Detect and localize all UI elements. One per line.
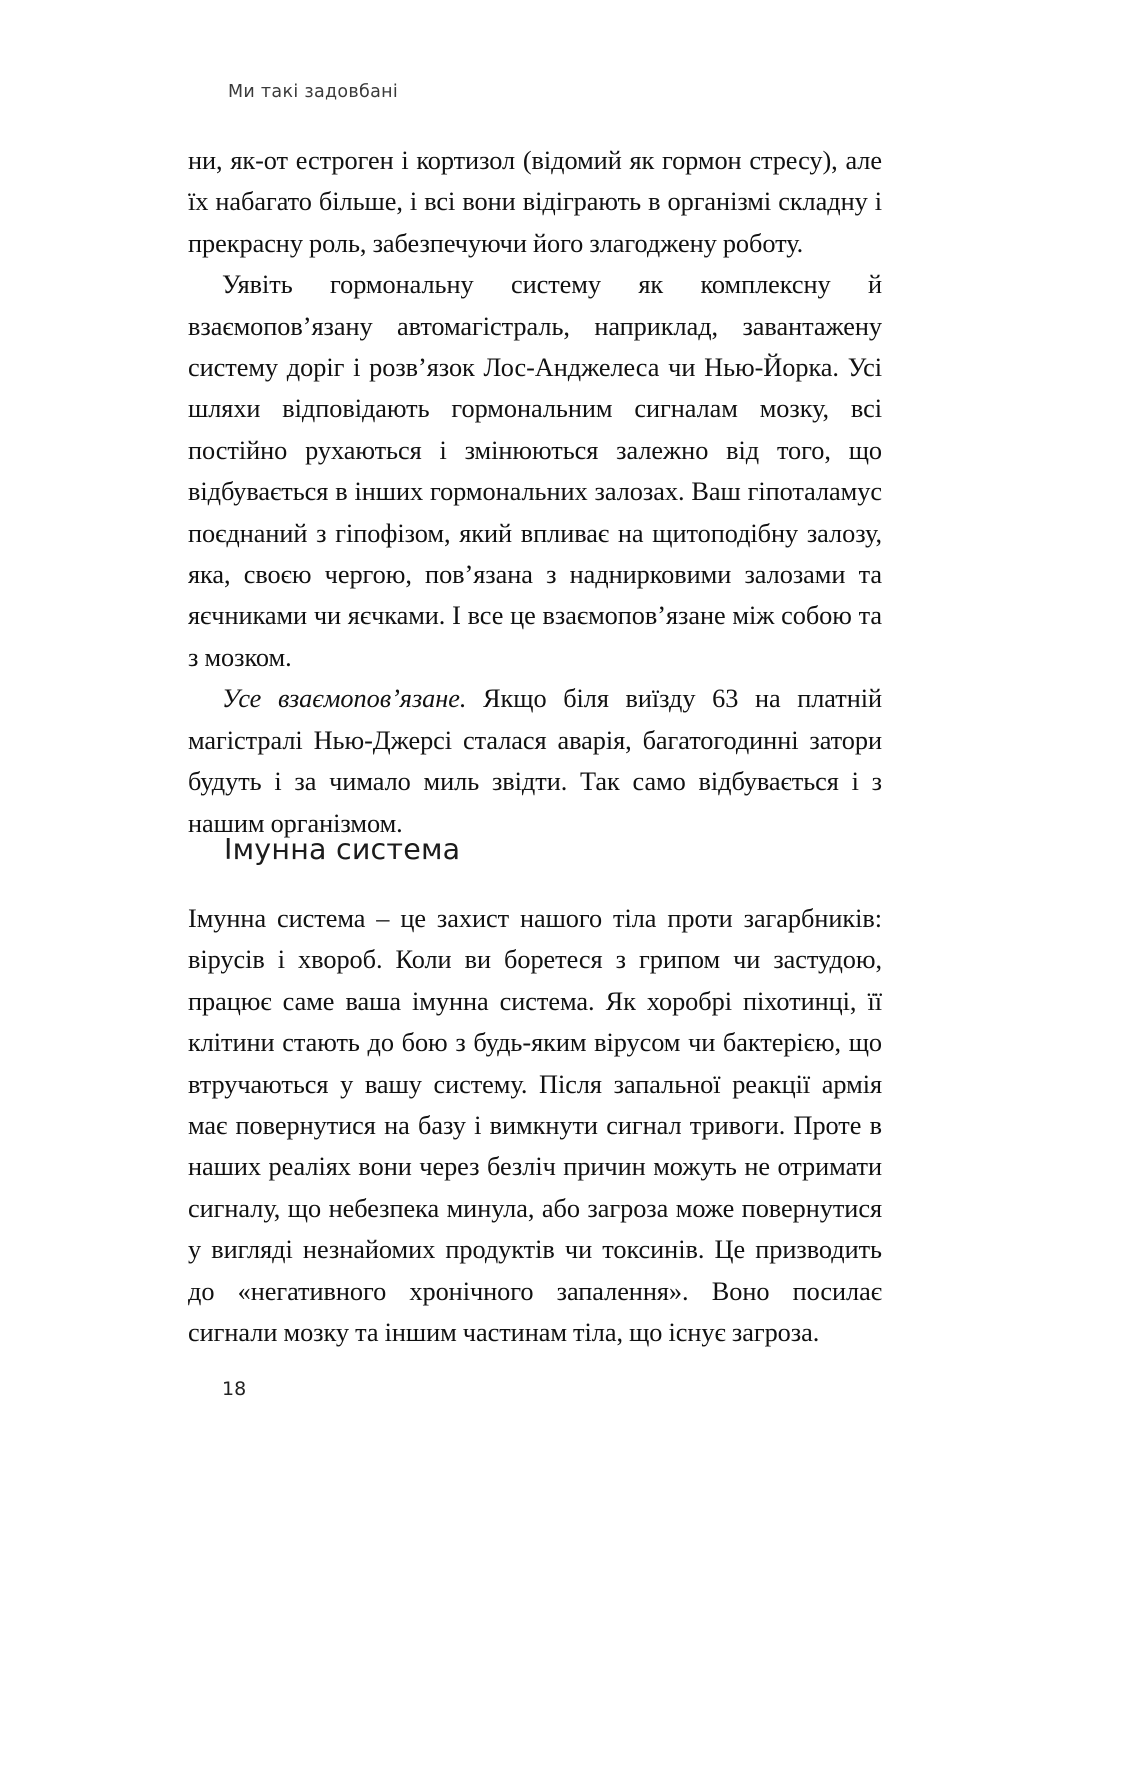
page-number: 18 — [222, 1378, 247, 1400]
paragraph-all-connected-rest: Якщо біля виїзду 63 на платній магістралі Нью-Джерсі сталася аварія, багатогодинні затори будуть і за чимало миль звідти. Так само відбувається і з нашим організмом. — [188, 684, 882, 838]
paragraph-highway-metaphor: Уявіть гормональну систему як комплексну й взаємопов’язану автомагістраль, наприклад, завантажену систему доріг і розв’язок Лос-Анджелеса чи Нью-Йорка. Усі шляхи відповідають гормональним сигналам мозку, всі постійно рухаються і змінюються залежно від того, що відбувається в інших гормональних залозах. Ваш гіпоталамус поєднаний з гіпофізом, який впливає на щитоподібну залозу, яка, своєю чергою, пов’язана з наднирковими залозами та яєчниками чи яєчками. І все це взаємопов’язане між собою та з мозком. — [188, 270, 882, 672]
paragraph-hormones-continued: ни, як-от естроген і кортизол (відомий як гормон стресу), але їх набагато більше, і всі вони відіграють в організмі складну і прекрасну роль, забезпечуючи його злагоджену роботу. — [188, 146, 882, 258]
paragraph-immune-system: Імунна система – це захист нашого тіла проти загарбників: вірусів і хвороб. Коли ви боретеся з грипом чи застудою, працює саме ваша імунна система. Як хоробрі піхотинці, її клітини стають до бою з будь-яким вірусом чи бактерією, що втручаються у вашу систему. Після запальної реакції армія має повернутися на базу і вимкнути сигнал тривоги. Проте в наших реаліях вони через безліч причин можуть не отримати сигналу, що небезпека минула, або загроза може повернутися у вигляді незнайомих продуктів чи токсинів. Це призводить до «негативного хронічного запалення». Воно посилає сигнали мозку та іншим частинам тіла, що існує загроза. — [188, 904, 882, 1348]
paragraph-all-connected — [188, 678, 882, 844]
running-header: Ми такі задовбані — [228, 82, 399, 102]
section-text-column — [188, 898, 882, 1353]
section-heading-immune-system: Імунна система — [224, 833, 461, 866]
main-text-column — [188, 140, 882, 844]
italic-lead-phrase: Усе взаємопов’язане. — [222, 684, 467, 714]
